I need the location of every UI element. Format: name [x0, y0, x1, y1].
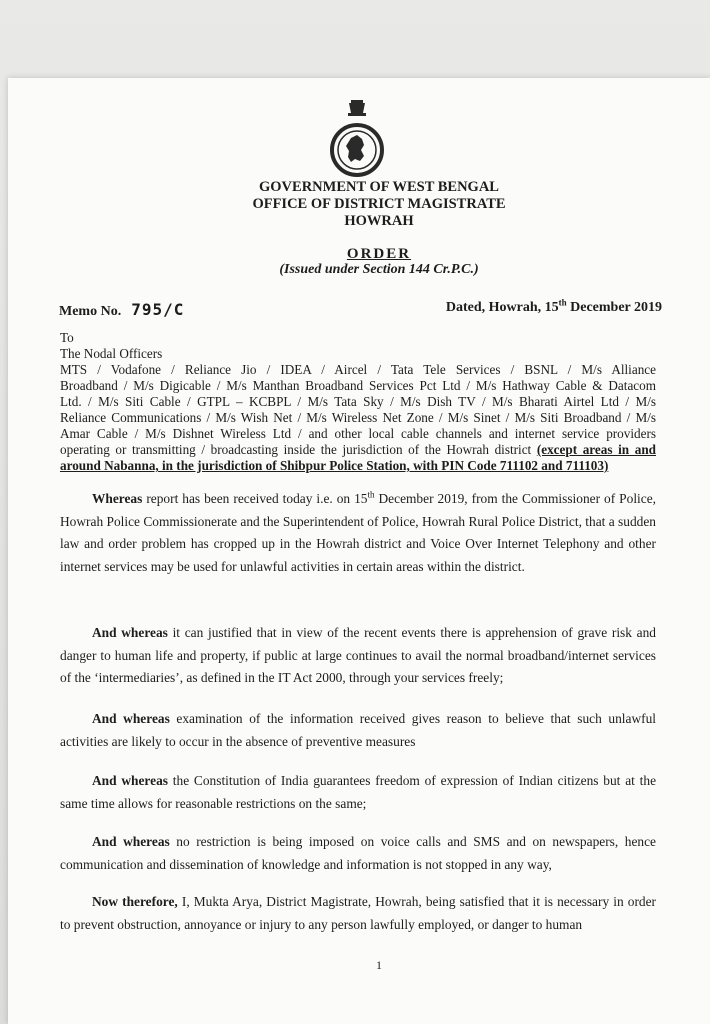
paragraph-and-whereas-4	[60, 831, 656, 876]
address-line: Ltd. / M/s Siti Cable / GTPL – KCBPL / M/s Tata Sky / M/s Dish TV / M/s Bharati Airtel Ltd / M/s	[60, 394, 656, 409]
paragraph-now-therefore	[60, 891, 656, 936]
paragraph-text: report has been received today i.e. on 15	[142, 491, 368, 506]
paragraph-text: examination of the information received gives reason to believe that such unlawful activities are likely to occur in the absence of preventive measures	[60, 711, 656, 749]
paragraph-and-whereas-3	[60, 770, 656, 815]
state-emblem-icon	[329, 98, 385, 188]
paragraph-text: it can justified that in view of the recent events there is apprehension of grave risk and danger to human life and property, if public at large continues to avail the normal broadband/internet services of the ‘intermediaries’, as defined in the IT Act 2000, through your services freely;	[60, 625, 656, 686]
paragraph-lead: Whereas	[92, 491, 143, 506]
address-to: To	[60, 330, 74, 345]
address-line: MTS / Vodafone / Reliance Jio / IDEA / Aircel / Tata Tele Services / BSNL / M/s Alliance	[60, 362, 656, 377]
header-line-government: GOVERNMENT OF WEST BENGAL	[259, 179, 499, 195]
order-subtitle: (Issued under Section 144 Cr.P.C.)	[279, 262, 479, 277]
address-block	[60, 330, 656, 474]
address-line	[60, 442, 656, 458]
date-suffix-sup: th	[558, 297, 567, 308]
date-prefix: Dated, Howrah, 15	[445, 300, 559, 315]
address-line	[60, 458, 656, 474]
date-suffix: December 2019	[566, 300, 662, 315]
address-recipient: The Nodal Officers	[60, 346, 163, 361]
document-page	[8, 78, 710, 1024]
address-line: Reliance Communications / M/s Wish Net / M/s Wireless Net Zone / M/s Sinet / M/s Siti Broadband / M/s	[60, 410, 656, 425]
paragraph-lead: And whereas	[92, 711, 170, 726]
address-line-plain: operating or transmitting / broadcasting inside the jurisdiction of the Howrah district	[60, 442, 537, 457]
address-exception-end: around Nabanna, in the jurisdiction of Shibpur Police Station, with PIN Code 711102 and 711103)	[60, 458, 609, 473]
memo-line	[59, 300, 184, 320]
memo-label: Memo No.	[59, 304, 122, 319]
memo-number: 795/C	[131, 300, 185, 319]
paragraph-lead: Now therefore,	[92, 894, 178, 909]
order-title: ORDER	[346, 246, 412, 262]
paragraph-text: I, Mukta Arya, District Magistrate, Howrah, being satisfied that it is necessary in order to prevent obstruction, annoyance or injury to any person lawfully employed, or danger to human	[60, 894, 657, 932]
address-line: Amar Cable / M/s Dishnet Wireless Ltd / and other local cable channels and internet service providers	[60, 426, 656, 441]
header-line-district: HOWRAH	[344, 213, 414, 229]
date-line	[445, 297, 662, 316]
paragraph-and-whereas-1	[60, 622, 656, 690]
paragraph-text: no restriction is being imposed on voice calls and SMS and on newspapers, hence communication and dissemination of knowledge and information is not stopped in any way,	[60, 834, 656, 872]
paragraph-text: December 2019, from the Commissioner of Police, Howrah Police Commissionerate and the Superintendent of Police, Howrah Rural Police District, that a sudden law and order problem has cropped up in the Howrah district and Voice Over Internet Telephony and other internet services may be used for unlawful activities in certain areas within the district.	[60, 491, 656, 574]
paragraph-sup: th	[367, 489, 375, 500]
paragraph-lead: And whereas	[92, 834, 170, 849]
page-number: 1	[376, 958, 382, 972]
paragraph-lead: And whereas	[92, 625, 168, 640]
paragraph-whereas	[60, 488, 656, 578]
paragraph-lead: And whereas	[92, 773, 168, 788]
paragraph-text: the Constitution of India guarantees freedom of expression of Indian citizens but at the same time allows for reasonable restrictions on the same;	[60, 773, 657, 811]
address-line: Broadband / M/s Digicable / M/s Manthan Broadband Services Pct Ltd / M/s Hathway Cable & Datacom	[60, 378, 656, 393]
paragraph-and-whereas-2	[60, 708, 656, 753]
header-line-office: OFFICE OF DISTRICT MAGISTRATE	[252, 196, 506, 212]
address-exception-start: (except areas in and	[536, 442, 656, 457]
